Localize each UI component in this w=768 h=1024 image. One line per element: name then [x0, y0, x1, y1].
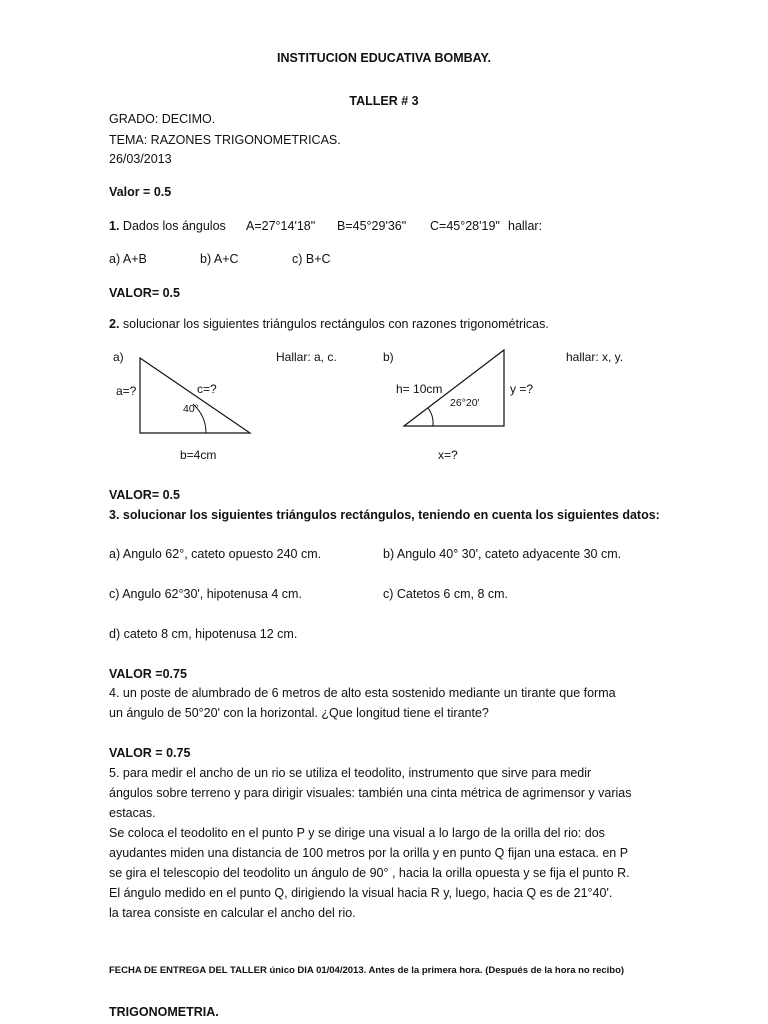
q5-line: ángulos sobre terreno y para dirigir visuales: también una cinta métrica de agrimensor y varias [109, 786, 632, 800]
q5-line: ayudantes miden una distancia de 100 metros por la orilla y en punto Q fijan una estaca. en P [109, 846, 629, 860]
q5-valor: VALOR = 0.75 [109, 746, 191, 760]
figure-b-label: b) [383, 350, 394, 364]
q3-item-d: d) cateto 8 cm, hipotenusa 12 cm. [109, 627, 298, 641]
q1-text: Dados los ángulos [122, 219, 226, 233]
q3-statement [109, 507, 660, 523]
figure-a-label: a) [113, 350, 124, 364]
tema-line: TEMA: RAZONES TRIGONOMETRICAS. [109, 133, 341, 147]
grado-line: GRADO: DECIMO. [109, 112, 216, 126]
q3-item-a: a) Angulo 62°, cateto opuesto 240 cm. [109, 547, 322, 561]
triangle-a-side-a: a=? [116, 384, 137, 398]
q5-line: El ángulo medido en el punto Q, dirigiendo la visual hacia R y, luego, hacia Q es de 21°40'. [109, 886, 613, 900]
q1-option-c: c) B+C [292, 252, 331, 266]
date-line: 26/03/2013 [109, 152, 172, 166]
triangle-b-side-x: x=? [438, 448, 458, 462]
q1-angle-a: A=27°14'18" [246, 219, 316, 233]
triangle-a-side-c: c=? [197, 382, 217, 396]
q3-text: solucionar los siguientes triángulos rectángulos, teniendo en cuenta los siguientes datos: [122, 508, 660, 522]
triangle-a-angle: 40° [183, 403, 199, 415]
triangle-b-angle: 26°20' [450, 397, 480, 409]
q3-item-b: b) Angulo 40° 30', cateto adyacente 30 cm. [383, 547, 622, 561]
q2-valor: VALOR= 0.5 [109, 286, 180, 300]
q4-line: un ángulo de 50°20' con la horizontal. ¿Que longitud tiene el tirante? [109, 706, 489, 720]
q4-line: 4. un poste de alumbrado de 6 metros de alto esta sostenido mediante un tirante que forma [109, 686, 616, 700]
q1-option-b: b) A+C [200, 252, 239, 266]
q2-text: solucionar los siguientes triángulos rectángulos con razones trigonométricas. [122, 317, 549, 331]
triangle-a-side-b: b=4cm [180, 448, 217, 462]
figure-b-hallar: hallar: x, y. [566, 350, 624, 364]
q4-valor: VALOR =0.75 [109, 667, 187, 681]
q1-angle-b: B=45°29'36" [337, 219, 407, 233]
q5-text [109, 763, 649, 923]
q3-item-c1: c) Angulo 62°30', hipotenusa 4 cm. [109, 587, 302, 601]
triangle-b-angle-arc [428, 408, 433, 426]
q2-number: 2. [109, 317, 120, 331]
q1-number: 1. [109, 219, 120, 233]
q5-line: se gira el telescopio del teodolito un ángulo de 90° , hacia la orilla opuesta y se fija el punto R. [109, 866, 630, 880]
triangle-b-side-y: y =? [510, 382, 534, 396]
q5-line: 5. para medir el ancho de un rio se utiliza el teodolito, instrumento que sirve para medir [109, 766, 592, 780]
taller-title: TALLER # 3 [349, 94, 419, 108]
q1-valor: Valor = 0.5 [109, 185, 172, 199]
q5-line: la tarea consiste en calcular el ancho del rio. [109, 906, 356, 920]
q4-text [109, 683, 649, 723]
q5-line: Se coloca el teodolito en el punto P y se dirige una visual a lo largo de la orilla del rio: dos [109, 826, 605, 840]
q5-line: estacas. [109, 806, 156, 820]
figure-a-hallar: Hallar: a, c. [276, 350, 337, 364]
triangles-figure [0, 0, 768, 480]
q3-item-c2: c) Catetos 6 cm, 8 cm. [383, 587, 509, 601]
q1-angle-c: C=45°28'19" [430, 219, 500, 233]
triangle-a [140, 358, 250, 433]
q1-option-a: a) A+B [109, 252, 147, 266]
triangle-b-hypotenuse: h= 10cm [396, 382, 443, 396]
subject-label: TRIGONOMETRIA. [109, 1005, 219, 1019]
delivery-date-note: FECHA DE ENTREGA DEL TALLER único DIA 01/04/2013. Antes de la primera hora. (Después de la hora no recibo) [109, 965, 625, 976]
school-name: INSTITUCION EDUCATIVA BOMBAY. [277, 51, 491, 65]
q1-hallar: hallar: [508, 219, 543, 233]
q3-number: 3. [109, 508, 120, 522]
q3-valor: VALOR= 0.5 [109, 488, 180, 502]
